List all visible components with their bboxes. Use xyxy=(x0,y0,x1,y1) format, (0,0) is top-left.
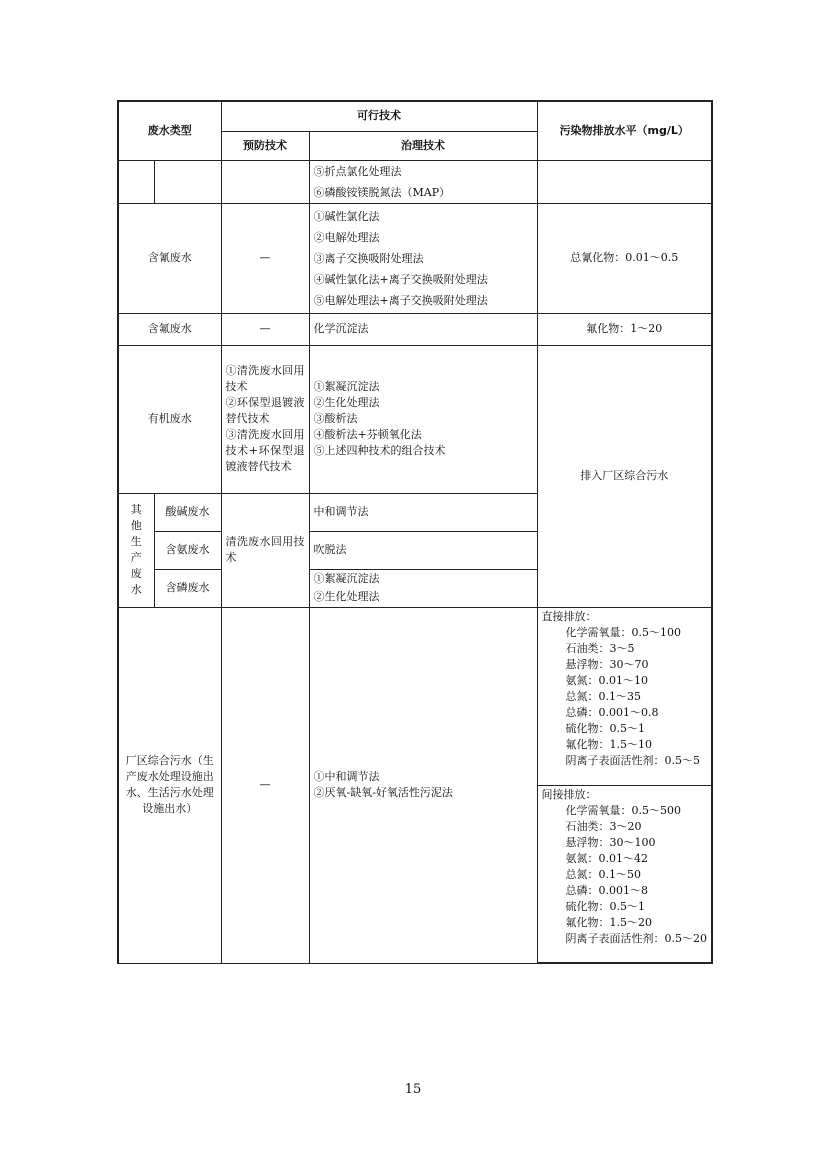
table-row-organic xyxy=(118,345,712,493)
header-emission-level: 污染物排放水平（mg/L） xyxy=(537,101,712,160)
table-row-plant-direct xyxy=(118,607,712,785)
table-row-continued xyxy=(118,160,712,203)
header-treatment: 治理技术 xyxy=(309,131,537,160)
continued-empty-3 xyxy=(221,160,309,203)
continued-empty-2 xyxy=(154,160,221,203)
organic-type: 有机废水 xyxy=(118,345,221,493)
cyanide-limit: 总氰化物：0.01～0.5 xyxy=(537,203,712,313)
ammonia-treatment: 吹脱法 xyxy=(309,531,537,569)
acid-base-treatment: 中和调节法 xyxy=(309,493,537,531)
continued-empty-1 xyxy=(118,160,154,203)
organic-prevention: ①清洗废水回用技术 ②环保型退镀液替代技术 ③清洗废水回用技术+环保型退镀液替代技术 xyxy=(221,345,309,493)
plant-direct-limit: 直接排放： 化学需氧量：0.5～100 石油类：3～5 悬浮物：30～70 氨氮：0.01～10 总氮：0.1～35 总磷：0.001～0.8 硫化物：0.5～1 氟化物：1.5～10 阴离子表面活性剂：0.5～5 xyxy=(537,607,712,785)
table-row-fluoride xyxy=(118,313,712,345)
page-number: 15 xyxy=(404,1082,422,1097)
plant-indirect-limit: 间接排放： 化学需氧量：0.5～500 石油类：3～20 悬浮物：30～100 氨氮：0.01～42 总氮：0.1～50 总磷：0.001～8 硫化物：0.5～1 氟化物：1.5～20 阴离子表面活性剂：0.5～20 xyxy=(537,785,712,963)
header-wastewater-type: 废水类型 xyxy=(118,101,221,160)
header-prevention: 预防技术 xyxy=(221,131,309,160)
plant-treatment: ①中和调节法 ②厌氧-缺氧-好氧活性污泥法 xyxy=(309,607,537,963)
continued-empty-4 xyxy=(537,160,712,203)
table-row-cyanide xyxy=(118,203,712,313)
acid-base-type: 酸碱废水 xyxy=(154,493,221,531)
cyanide-prevention: — xyxy=(221,203,309,313)
organic-treatment: ①絮凝沉淀法 ②生化处理法 ③酸析法 ④酸析法+芬顿氧化法 ⑤上述四种技术的组合技术 xyxy=(309,345,537,493)
header-row-1 xyxy=(118,101,712,131)
other-prevention: 清洗废水回用技术 xyxy=(221,493,309,607)
organic-other-limit: 排入厂区综合污水 xyxy=(537,345,712,607)
fluoride-type: 含氟废水 xyxy=(118,313,221,345)
other-group-label: 其 他 生 产 废 水 xyxy=(118,493,154,607)
fluoride-treatment: 化学沉淀法 xyxy=(309,313,537,345)
cyanide-treatment: ①碱性氯化法 ②电解处理法 ③离子交换吸附处理法 ④碱性氯化法+离子交换吸附处理法 ⑤电解处理法+离子交换吸附处理法 xyxy=(309,203,537,313)
fluoride-limit: 氟化物：1～20 xyxy=(537,313,712,345)
cyanide-type: 含氰废水 xyxy=(118,203,221,313)
plant-type: 厂区综合污水（生产废水处理设施出水、生活污水处理设施出水） xyxy=(118,607,221,963)
wastewater-technology-table xyxy=(117,100,713,964)
fluoride-prevention: — xyxy=(221,313,309,345)
continued-treatment: ⑤折点氯化处理法 ⑥磷酸铵镁脱氮法（MAP） xyxy=(309,160,537,203)
phosphorus-treatment: ①絮凝沉淀法 ②生化处理法 xyxy=(309,569,537,607)
ammonia-type: 含氨废水 xyxy=(154,531,221,569)
phosphorus-type: 含磷废水 xyxy=(154,569,221,607)
header-feasible-technology: 可行技术 xyxy=(221,101,537,131)
plant-prevention: — xyxy=(221,607,309,963)
